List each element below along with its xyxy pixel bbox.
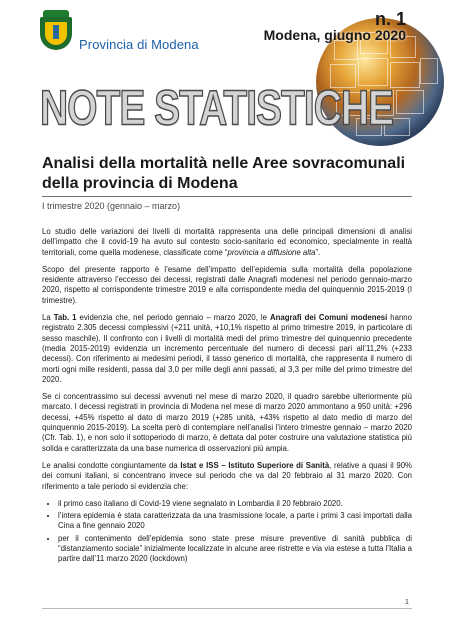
report-period: I trimestre 2020 (gennaio – marzo): [42, 201, 181, 211]
title-divider: [42, 196, 412, 197]
org-name: Provincia di Modena: [79, 37, 199, 52]
provincia-coat-of-arms-icon: [38, 10, 74, 50]
bullet-list: [42, 499, 412, 565]
paragraph-march: Se ci concentrassimo sui decessi avvenuti nel mese di marzo 2020, il quadro sarebbe ulteriormente più marcato. I decessi registrati in provincia di Modena nel mese di marzo 2020 ammontano a 950 unità: +296 decessi, +45% rispetto al dato di marzo 2019 (+285 unità, +43% rispetto al dato medio di marzo del quinquennio 2015-2019). La scelta però di contemplare nell’analisi l’intero trimestre gennaio – marzo 2020 (Cfr. Tab. 1), e non solo il sottoperiodo di marzo, è dettata dal poter costruire una valutazione statistica più solida e caratterizzata da una base numerica di osservazioni più ampia.: [42, 392, 412, 453]
paragraph-table-1: La Tab. 1 evidenzia che, nel periodo gennaio – marzo 2020, le Anagrafi dei Comuni modenesi hanno registrato 2.305 decessi complessivi (+211 unità, +10,1% rispetto al primo trimestre 2019, in particolare di sesso maschile). Il confronto con i livelli di mortalità medi del primo trimestre del quinquennio precedente (media 2015-2019) evidenzia un incremento percentuale del numero di decessi pari all’11,2% (+233 decessi). Con riferimento ai medesimi periodi, il tasso generico di mortalità, che rappresenta il numero di morti ogni mille residenti, passa dal 3,0 per mille degli anni passati, al 3,3 per mille del primo trimestre del 2020.: [42, 313, 412, 384]
issue-date: Modena, giugno 2020: [263, 27, 406, 43]
report-body: [42, 227, 412, 567]
report-title: Analisi della mortalità nelle Aree sovracomunali della provincia di Modena: [42, 155, 406, 192]
paragraph-scope: Scopo del presente rapporto è l’esame dell’impatto dell’epidemia sulla mortalità della popolazione residente attraverso l’eccesso dei decessi, registrati dalle Anagrafi modenesi nel periodo gennaio-marzo 2020, rispetto al corrispondente trimestre 2019 e alla corrispondente media del quinquennio 2015-2019 (I trimestre).: [42, 264, 412, 305]
list-item: • il primo caso italiano di Covid-19 viene segnalato in Lombardia il 20 febbraio 2020.: [58, 499, 412, 509]
list-item: • l’intera epidemia è stata caratterizzata da una trasmissione locale, a parte i primi 3 casi importati dalla Cina a fine gennaio 2020: [58, 511, 412, 532]
paragraph-istat-iss: Le analisi condotte congiuntamente da Istat e ISS – Istituto Superiore di Sanità, relative a quasi il 90% dei comuni italiani, si concentrano invece sul periodo che va dal 20 febbraio al 31 marzo 2020. Con riferimento a tale periodo si evidenzia che:: [42, 460, 412, 491]
series-title: NOTE STATISTICHE: [40, 82, 394, 136]
issue-number: n. 1: [374, 9, 406, 29]
paragraph-intro: Lo studio delle variazioni dei livelli di mortalità rappresenta una delle principali dimensioni di analisi dell’impatto che il covid-19 ha avuto sul contesto socio-sanitario ed economico, specialmente in realtà territoriali, come quella modenese, classificate come “provincia a diffusione alta”.: [42, 227, 412, 257]
report-header: [0, 0, 450, 150]
list-item: • per il contenimento dell’epidemia sono state prese misure preventive di sanità pubblica di “distanziamento sociale” inizialmente localizzate in alcune aree ristrette e via via estese a tutta l’Italia a partire dall’11 marzo 2020 (lockdown): [58, 534, 412, 565]
footer-rule: [42, 608, 412, 609]
page-number: 1: [405, 599, 409, 606]
